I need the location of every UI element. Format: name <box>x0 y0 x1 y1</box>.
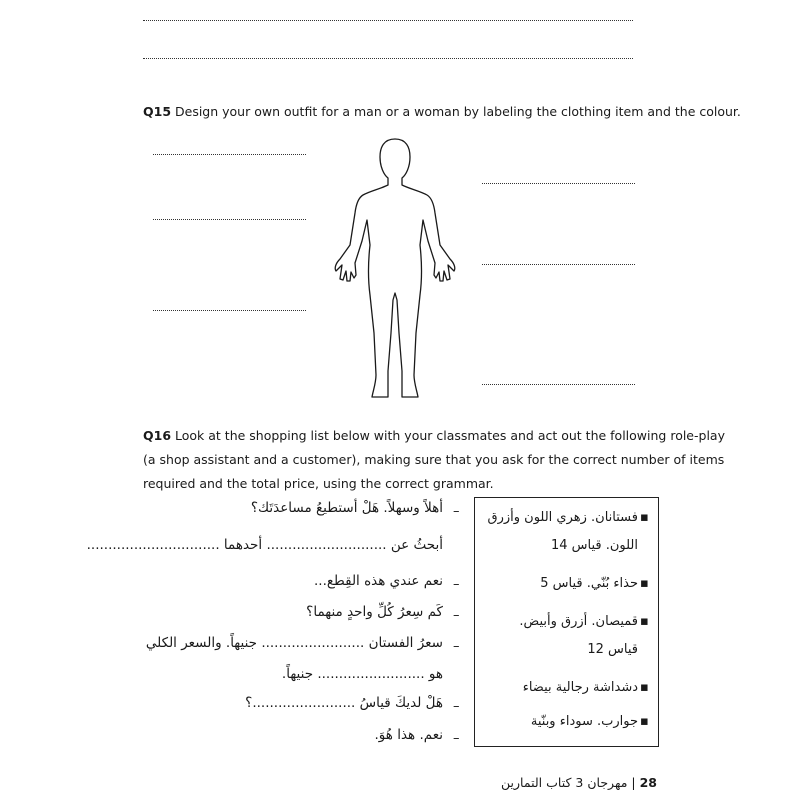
page-number: 28 <box>639 775 657 790</box>
dialogue-dash: – <box>453 639 460 654</box>
shopping-item-2: حذاء بُنّي. قياس 5 <box>540 576 638 591</box>
answer-line[interactable] <box>143 20 633 21</box>
bullet-icon: ▪ <box>640 614 649 629</box>
shopping-item-4: دشداشة رجالية بيضاء <box>522 680 638 695</box>
book-title: مهرجان 3 كتاب التمارين <box>501 775 628 790</box>
dialogue-line-1: أهلاً وسهلاً. هَلْ أستطيعُ مساعدَتَك؟ <box>250 500 443 516</box>
label-line-left-1[interactable] <box>153 154 306 155</box>
shopping-item-1-line2: اللون. قياس 14 <box>550 538 638 553</box>
dialogue-line-3: نعم عندي هذه القِطع... <box>313 573 443 589</box>
q16-label: Q16 <box>143 428 172 443</box>
shopping-list-box <box>474 497 659 747</box>
bullet-icon: ▪ <box>640 510 649 525</box>
q15-prompt <box>143 104 741 119</box>
label-line-right-3[interactable] <box>482 384 635 385</box>
q16-prompt-line2: (a shop assistant and a customer), making sure that you ask for the correct number of items <box>143 452 725 467</box>
bullet-icon: ▪ <box>640 714 649 729</box>
bullet-icon: ▪ <box>640 576 649 591</box>
bullet-icon: ▪ <box>640 680 649 695</box>
dialogue-line-2[interactable]: أبحثُ عن ............................ أحدهما ............................... <box>86 537 443 553</box>
page-footer <box>501 775 657 790</box>
dialogue-dash: – <box>453 608 460 623</box>
shopping-item-3-line1: قميصان. أزرق وأبيض. <box>519 614 638 629</box>
dialogue-dash: – <box>453 699 460 714</box>
answer-line[interactable] <box>143 58 633 59</box>
dialogue-line-4: كَم سِعرُ كُلِّ واحدٍ منهما؟ <box>306 604 443 620</box>
label-line-left-3[interactable] <box>153 310 306 311</box>
shopping-item-3-line2: قياس 12 <box>587 642 638 657</box>
dialogue-line-6[interactable]: هو ......................... جنيهاً. <box>281 666 443 682</box>
dialogue-dash: – <box>453 731 460 746</box>
shopping-item-1-line1: فستانان. زهري اللون وأزرق <box>487 510 638 525</box>
dialogue-line-7[interactable]: هَلْ لديكَ قياسُ ........................؟ <box>245 695 443 711</box>
footer-separator: | <box>631 775 636 790</box>
q15-label: Q15 <box>143 104 172 119</box>
shopping-item-5: جوارب. سوداء وبنّية <box>530 714 638 729</box>
dialogue-dash: – <box>453 577 460 592</box>
dialogue-line-5[interactable]: سعرُ الفستان ........................ جنيهاً. والسعر الكلي <box>145 635 443 651</box>
q16-prompt-line3: required and the total price, using the correct grammar. <box>143 476 494 491</box>
label-line-left-2[interactable] <box>153 219 306 220</box>
q16-prompt-line1 <box>143 428 725 443</box>
dialogue-dash: – <box>453 504 460 519</box>
dialogue-line-8: نعم. هذا هُوَ. <box>374 727 443 743</box>
label-line-right-1[interactable] <box>482 183 635 184</box>
q15-text: Design your own outfit for a man or a woman by labeling the clothing item and the colour. <box>171 104 741 119</box>
q16-text-line1: Look at the shopping list below with your classmates and act out the following role-play <box>171 428 725 443</box>
label-line-right-2[interactable] <box>482 264 635 265</box>
body-outline-figure <box>330 135 460 403</box>
